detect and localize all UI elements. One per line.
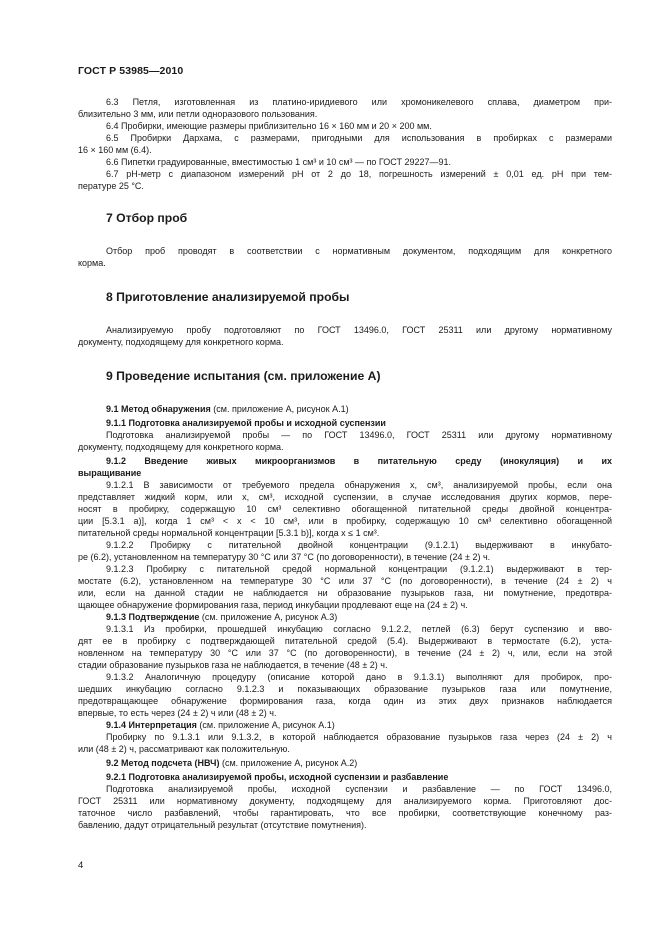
para-9-1-2-1-l4: ции [5.3.1 а)], когда 1 см³ < х < 10 см³, или в пробирку, содержащую 10 см³ селективно обогащенной xyxy=(78,516,612,526)
subsection-9-2-ref: (см. приложение А, рисунок А.2) xyxy=(219,758,358,768)
subsection-9-1 xyxy=(78,403,612,415)
subsection-9-1-3-ref: (см. приложение А, рисунок А.3) xyxy=(199,612,338,622)
subsection-9-1-4-ref: (см. приложение А, рисунок А.1) xyxy=(196,720,335,730)
para-6-5-cont: 16 × 160 мм (6.4). xyxy=(78,145,152,155)
para-9-1-1-cont: документу, подходящему для конкретного корма. xyxy=(78,442,284,452)
para-9-2-1-l4: бавлению, дадут отрицательный результат (отсутствие помутнения). xyxy=(78,820,367,830)
subsection-9-1-2-cont: выращивание xyxy=(78,468,142,478)
section-heading-7: 7 Отбор проб xyxy=(106,211,188,225)
subsection-9-1-3-title: 9.1.3 Подтверждение xyxy=(106,612,200,622)
para-9-1-2-3-l4: щающее обнаружение формирования газа, период инкубации продлевают еще на (24 ± 2) ч. xyxy=(78,600,468,610)
document-body xyxy=(78,96,612,831)
para-9-2-1: Подготовка анализируемой пробы, исходной суспензии и разбавление — по ГОСТ 13496.0, xyxy=(106,784,612,794)
subsection-9-1-2: 9.1.2 Введение живых микроорганизмов в питательную среду (инокуляция) и их xyxy=(106,456,612,466)
subsection-9-2 xyxy=(78,757,612,769)
para-9-1-2-3-l2: мостате (6.2), установленном на температуре 30 °С или 37 °С (по договоренности), в течение (24 ± 2) ч xyxy=(78,576,612,586)
para-9-1-2-1-l3: носят в пробирку, содержащую 10 см³ селективно обогащенной питательной среды двойной концентра- xyxy=(78,504,612,514)
para-6-7: 6.7 pH-метр с диапазоном измерений pH от 2 до 18, погрешность измерений ± 0,01 ед. pH при тем- xyxy=(106,169,612,179)
para-9-2-1-l3: таточное число разбавлений, чтобы гарантировать, что все пробирки, соответствующие конечному раз- xyxy=(78,808,612,818)
para-9-1-2-1: 9.1.2.1 В зависимости от требуемого предела обнаружения х, см³, анализируемой пробы, если она xyxy=(106,480,612,490)
para-8: Анализируемую пробу подготовляют по ГОСТ 13496.0, ГОСТ 25311 или другому нормативному xyxy=(106,325,612,335)
document-header: ГОСТ Р 53985—2010 xyxy=(78,65,184,77)
para-9-1-4-l2: или (48 ± 2) ч, рассматривают как положительную. xyxy=(78,744,290,754)
para-9-1-3-2-l2: шедших инкубацию согласно 9.1.2.3 и показывающих образование пузырьков газа или помутнение, xyxy=(78,684,612,694)
subsection-9-1-4-title: 9.1.4 Интерпретация xyxy=(106,720,197,730)
subsection-9-1-title: 9.1 Метод обнаружения xyxy=(106,404,211,414)
para-9-1-2-1-l2: представляет жидкий корм, или х, см³, исходной суспензии, в случае исследования других кормов, пере- xyxy=(78,492,612,502)
section-heading-8: 8 Приготовление анализируемой пробы xyxy=(106,290,350,304)
para-9-1-2-3-l3: или, если на данной стадии не наблюдается ни образование пузырьков газа, ни помутнение, предотвра- xyxy=(78,588,612,598)
para-9-1-3-2: 9.1.3.2 Аналогичную процедуру (описание которой дано в 9.1.3.1) выполняют для пробирок, про- xyxy=(106,672,612,682)
para-9-1-3-1: 9.1.3.1 Из пробирки, прошедшей инкубацию согласно 9.1.2.2, петлей (6.3) берут суспензию и вво- xyxy=(106,624,612,634)
para-9-1-2-1-l5: питательной среды нормальной концентрации [5.3.1 b)], когда х ≤ 1 см³. xyxy=(78,528,380,538)
para-9-1-4: Пробирку по 9.1.3.1 или 9.1.3.2, в которой наблюдается образование пузырьков газа через (24 ± 2) ч xyxy=(106,732,612,742)
para-9-1-3-2-l3: предотвращающее обнаружение формирования газа, когда один из этих двух признаков наблюдается xyxy=(78,696,612,706)
para-7: Отбор проб проводят в соответствии с нормативным документом, подходящим для конкретного xyxy=(106,246,612,256)
para-8-cont: документу, подходящему для конкретного корма. xyxy=(78,337,284,347)
subsection-9-1-4 xyxy=(78,719,612,731)
para-6-4: 6.4 Пробирки, имеющие размеры приблизительно 16 × 160 мм и 20 × 200 мм. xyxy=(106,121,432,131)
para-6-3-cont: близительно 3 мм, или петли одноразового пользования. xyxy=(78,109,318,119)
section-heading-9: 9 Проведение испытания (см. приложение А) xyxy=(106,369,381,383)
page-number: 4 xyxy=(78,860,84,871)
para-9-1-3-1-l4: стадии образование пузырьков газа не наблюдается, в течение (48 ± 2) ч. xyxy=(78,660,388,670)
para-9-2-1-l2: ГОСТ 25311 или нормативному документу, подходящему для анализируемого корма. Приготовляют дос- xyxy=(78,796,612,806)
para-9-1-1: Подготовка анализируемой пробы — по ГОСТ 13496.0, ГОСТ 25311 или другому нормативному xyxy=(106,430,612,440)
subsection-9-1-ref: (см. приложение А, рисунок А.1) xyxy=(210,404,349,414)
para-9-1-3-1-l3: новленном на температуру 30 °С или 37 °С (по договоренности), в течение (24 ± 2) ч, или, если на этой xyxy=(78,648,612,658)
para-9-1-2-2-l2: ре (6.2), установленном на температуру 30 °С или 37 °С (по договоренности), в течение (24 ± 2) ч. xyxy=(78,552,491,562)
subsection-9-2-title: 9.2 Метод подсчета (НВЧ) xyxy=(106,758,220,768)
para-9-1-3-1-l2: дят ее в пробирку с подтверждающей питательной средой (5.4). Выдерживают в термостате (6.2), уста- xyxy=(78,636,612,646)
para-9-1-3-2-l4: впервые, то есть через (24 ± 2) ч или (48 ± 2) ч. xyxy=(78,708,277,718)
para-6-3: 6.3 Петля, изготовленная из платино-иридиевого или хромоникелевого сплава, диаметром при- xyxy=(106,97,612,107)
para-6-6: 6.6 Пипетки градуированные, вместимостью 1 см³ и 10 см³ — по ГОСТ 29227—91. xyxy=(106,157,452,167)
para-7-cont: корма. xyxy=(78,258,106,268)
para-6-7-cont: пературе 25 °С. xyxy=(78,181,144,191)
para-6-5: 6.5 Пробирки Дархама, с размерами, пригодными для использования в пробирках с размерами xyxy=(106,133,612,143)
para-9-1-2-2: 9.1.2.2 Пробирку с питательной двойной концентрации (9.1.2.1) выдерживают в инкубато- xyxy=(106,540,612,550)
subsection-9-1-3 xyxy=(78,611,612,623)
subsection-9-2-1: 9.2.1 Подготовка анализируемой пробы, исходной суспензии и разбавление xyxy=(106,772,449,782)
para-9-1-2-3: 9.1.2.3 Пробирку с питательной средой нормальной концентрации (9.1.2.1) выдерживают в тер- xyxy=(106,564,612,574)
subsection-9-1-1: 9.1.1 Подготовка анализируемой пробы и исходной суспензии xyxy=(106,418,386,428)
